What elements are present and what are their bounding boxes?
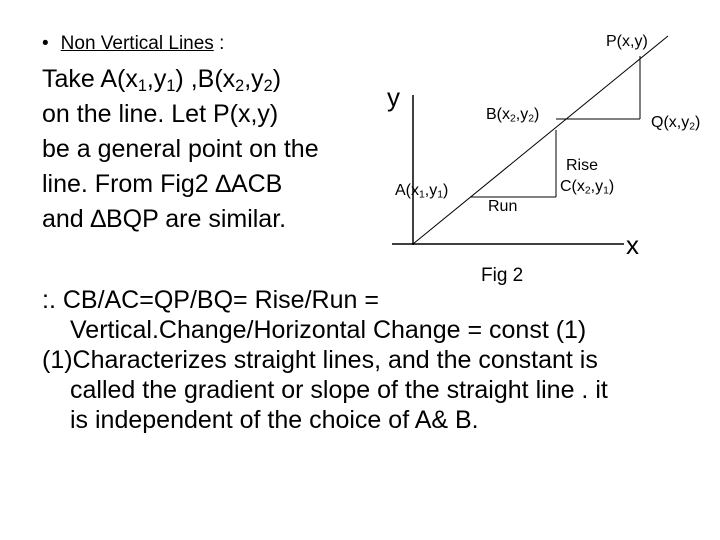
run-label: Run [488,198,518,215]
heading-suffix: : [213,33,225,54]
intro-line-5: and ∆BQP are similar. [42,205,287,233]
conclusion-line-1: :. CB/AC=QP/BQ= Rise/Run = [42,286,379,314]
slope-line [413,36,668,244]
heading-text: Non Vertical Lines [60,33,214,54]
intro-line-4: line. From Fig2 ∆ACB [42,170,283,198]
point-A-label: $A(x_1,y_1)$ [395,182,449,201]
point-P-label: P(x,y) [606,33,648,50]
conclusion-line-2: Vertical.Change/Horizontal Change = const (1) [70,316,587,344]
point-Q-label: $Q(x,y_2)$ [651,114,701,133]
x-axis-label: x [626,230,639,260]
point-B-label: $B(x_2,y_2)$ [486,106,540,125]
figure-caption: Fig 2 [481,265,524,286]
conclusion-paragraph [42,285,608,435]
intro-line-1: Take $A(x_1,y_1)$ $,B(x_2,y_2)$ [42,65,282,96]
intro-line-2: on the line. Let P(x,y) [42,100,279,128]
conclusion-line-3: (1)Characterizes straight lines, and the constant is [42,346,598,374]
y-axis-label: y [387,82,400,112]
rise-label: Rise [566,157,599,174]
point-C-label: $C(x_2,y_1)$ [560,178,615,197]
bullet-marker: • [42,33,49,54]
conclusion-line-5: is independent of the choice of A& B. [70,406,479,434]
conclusion-line-4: called the gradient or slope of the straight line . it [70,376,608,404]
intro-line-3: be a general point on the [42,135,319,163]
